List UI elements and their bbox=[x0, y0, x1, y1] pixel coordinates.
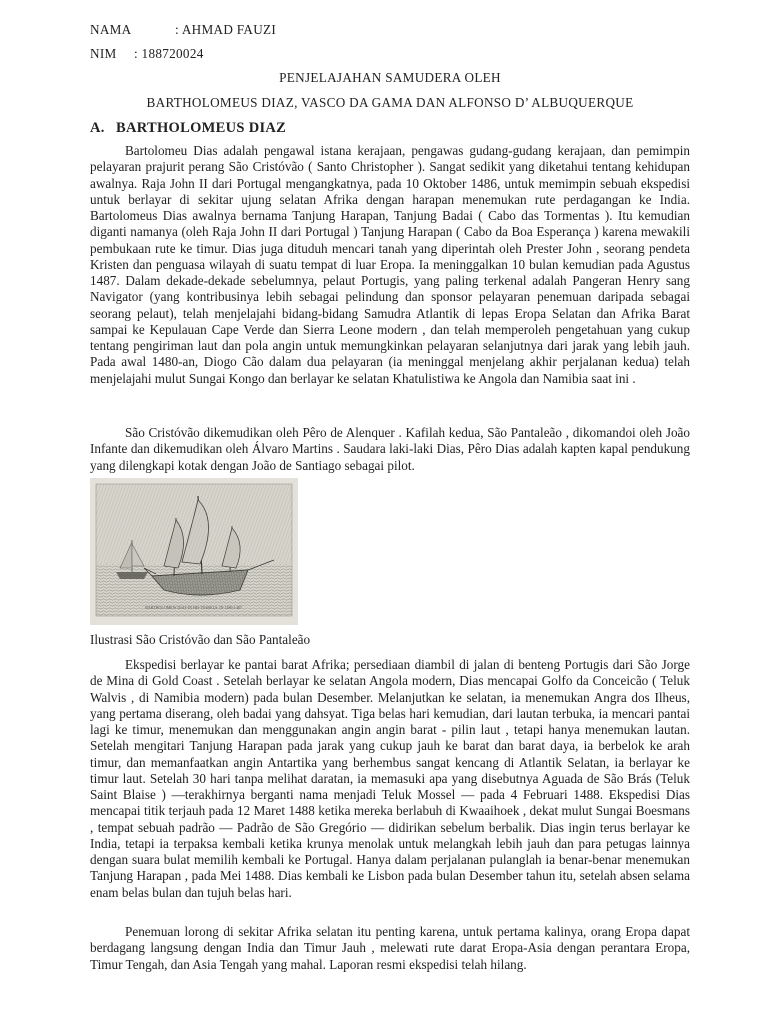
nim-value: : 188720024 bbox=[134, 46, 204, 61]
student-id-line bbox=[90, 46, 204, 62]
ship-engraving-image bbox=[90, 478, 298, 625]
paragraph-3: Ekspedisi berlayar ke pantai barat Afrika; persediaan diambil di jalan di benteng Portugis dari São Jorge de Mina di Gold Coast . Setelah berlayar ke selatan Angola modern, Dias mencapai Golfo da Conceicão ( Teluk Walvis , di Namibia modern) pada bulan Desember. Melanjutkan ke selatan, ia menemukan Angra dos Ilheus, yang pertama diserang, oleh badai yang dahsyat. Tiga belas hari kemudian, dari lautan terbuka, ia mencari pantai lagi ke timur, menemukan dan menggunakan angin angin barat - pilin laut , tetapi hanya menemukan lautan. Setelah mengitari Tanjung Harapan pada jarak yang cukup jauh ke barat dan barat daya, ia berbelok ke arah timur, dan memanfaatkan angin Antartika yang berhembus sangat kencang di Atlantik Selatan, ia berlayar ke timur laut. Setelah 30 hari tanpa melihat daratan, ia memasuki apa yang disebutnya Aguada de São Brás (Teluk Saint Blaise ) —terakhirnya berganti nama menjadi Teluk Mossel — pada 4 Februari 1488. Ekspedisi Dias mencapai titik terjauh pada 12 Maret 1488 ketika mereka berlabuh di Kwaaihoek , dekat mulut Sungai Boesmans , tempat sebuah padrão — Padrão de São Gregório — didirikan sebelum berbalik. Dias ingin terus berlayar ke India, tetapi ia terpaksa kembali ketika krunya menolak untuk melangkah lebih jauh dan para petugas lainnya dengan suara bulat memilih kembali ke Portugal. Hanya dalam perjalanan pulanglah ia benar-benar menemukan Tanjung Harapan , pada Mei 1488. Dias kembali ke Lisbon pada bulan Desember tahun itu, setelah absen selama enam belas bulan dan tujuh belas hari. bbox=[90, 657, 690, 900]
document-title-line-1: PENJELAJAHAN SAMUDERA OLEH bbox=[279, 70, 501, 85]
engraving-text: BARTHOLOMEW DIAS IN HIS VESSELS, IN 1486-1487. bbox=[145, 605, 243, 610]
nim-label: NIM bbox=[90, 46, 117, 61]
section-heading bbox=[90, 120, 286, 136]
name-label: NAMA bbox=[90, 22, 132, 37]
figure-caption: Ilustrasi São Cristóvão dan São Pantaleão bbox=[90, 632, 311, 647]
section-number: A. bbox=[90, 120, 105, 136]
section-title: BARTHOLOMEUS DIAZ bbox=[116, 120, 287, 136]
paragraph-2: São Cristóvão dikemudikan oleh Pêro de Alenquer . Kafilah kedua, São Pantaleão , dikomandoi oleh João Infante dan dikemudikan oleh Álvaro Martins . Saudara laki-laki Dias, Pêro Dias adalah kapten kapal pendukung yang dilengkapi kotak dengan João de Santiago sebagai pilot. bbox=[90, 425, 690, 473]
paragraph-4: Penemuan lorong di sekitar Afrika selatan itu penting karena, untuk pertama kalinya, orang Eropa dapat berdagang langsung dengan India dan Timur Jauh , melewati rute darat Eropa-Asia dengan perantara Eropa, Timur Tengah, dan Asia Tengah yang mahal. Laporan resmi ekspedisi telah hilang. bbox=[90, 924, 690, 972]
student-name-line bbox=[90, 22, 276, 38]
name-value: : AHMAD FAUZI bbox=[175, 22, 277, 37]
document-title-line-2: BARTHOLOMEUS DIAZ, VASCO DA GAMA DAN ALFONSO D’ ALBUQUERQUE bbox=[146, 95, 634, 110]
paragraph-1: Bartolomeu Dias adalah pengawal istana kerajaan, pengawas gudang-gudang kerajaan, dan pemimpin pelayaran prajurit perang São Cristóvão ( Santo Christopher ). Sangat sedikit yang diketahui tentang kehidupan awalnya. Raja John II dari Portugal mengangkatnya, pada 10 Oktober 1486, untuk memimpin sebuah ekspedisi untuk berlayar di sekitar ujung selatan Afrika dengan harapan menemukan rute perdagangan ke India. Bartolomeus Dias awalnya bernama Tanjung Harapan, Tanjung Badai ( Cabo das Tormentas ). Itu kemudian diganti namanya (oleh Raja John II dari Portugal ) Tanjung Harapan ( Cabo da Boa Esperança ) karena mewakili pembukaan rute ke timur. Dias juga dituduh mencari tanah yang diperintah oleh Prester John , seorang pendeta Kristen dan penguasa wilayah di suatu tempat di luar Eropa. Ia meninggalkan 10 bulan kemudian pada Agustus 1487. Dalam dekade-dekade sebelumnya, pelaut Portugis, yang paling terkenal adalah Pangeran Henry sang Navigator (yang kontribusinya lebih sebagai pelindung dan sponsor pelayaran penemuan daripada sebagai seorang pelaut), telah menjelajahi bidang-bidang Samudra Atlantik di lepas Eropa Selatan dan Afrika Barat sampai ke Kepulauan Cape Verde dan Sierra Leone modern , dan telah memperoleh pengetahuan yang cukup tentang pengiriman laut dan pola angin untuk memungkinkan pelayaran selanjutnya dari jarak yang lebih jauh. Pada awal 1480-an, Diogo Cão dalam dua pelayaran (ia meninggal menjelang akhir perjalanan kedua) telah menjelajahi mulut Sungai Kongo dan berlayar ke selatan Khatulistiwa ke Angola dan Namibia saat ini . bbox=[90, 143, 690, 386]
